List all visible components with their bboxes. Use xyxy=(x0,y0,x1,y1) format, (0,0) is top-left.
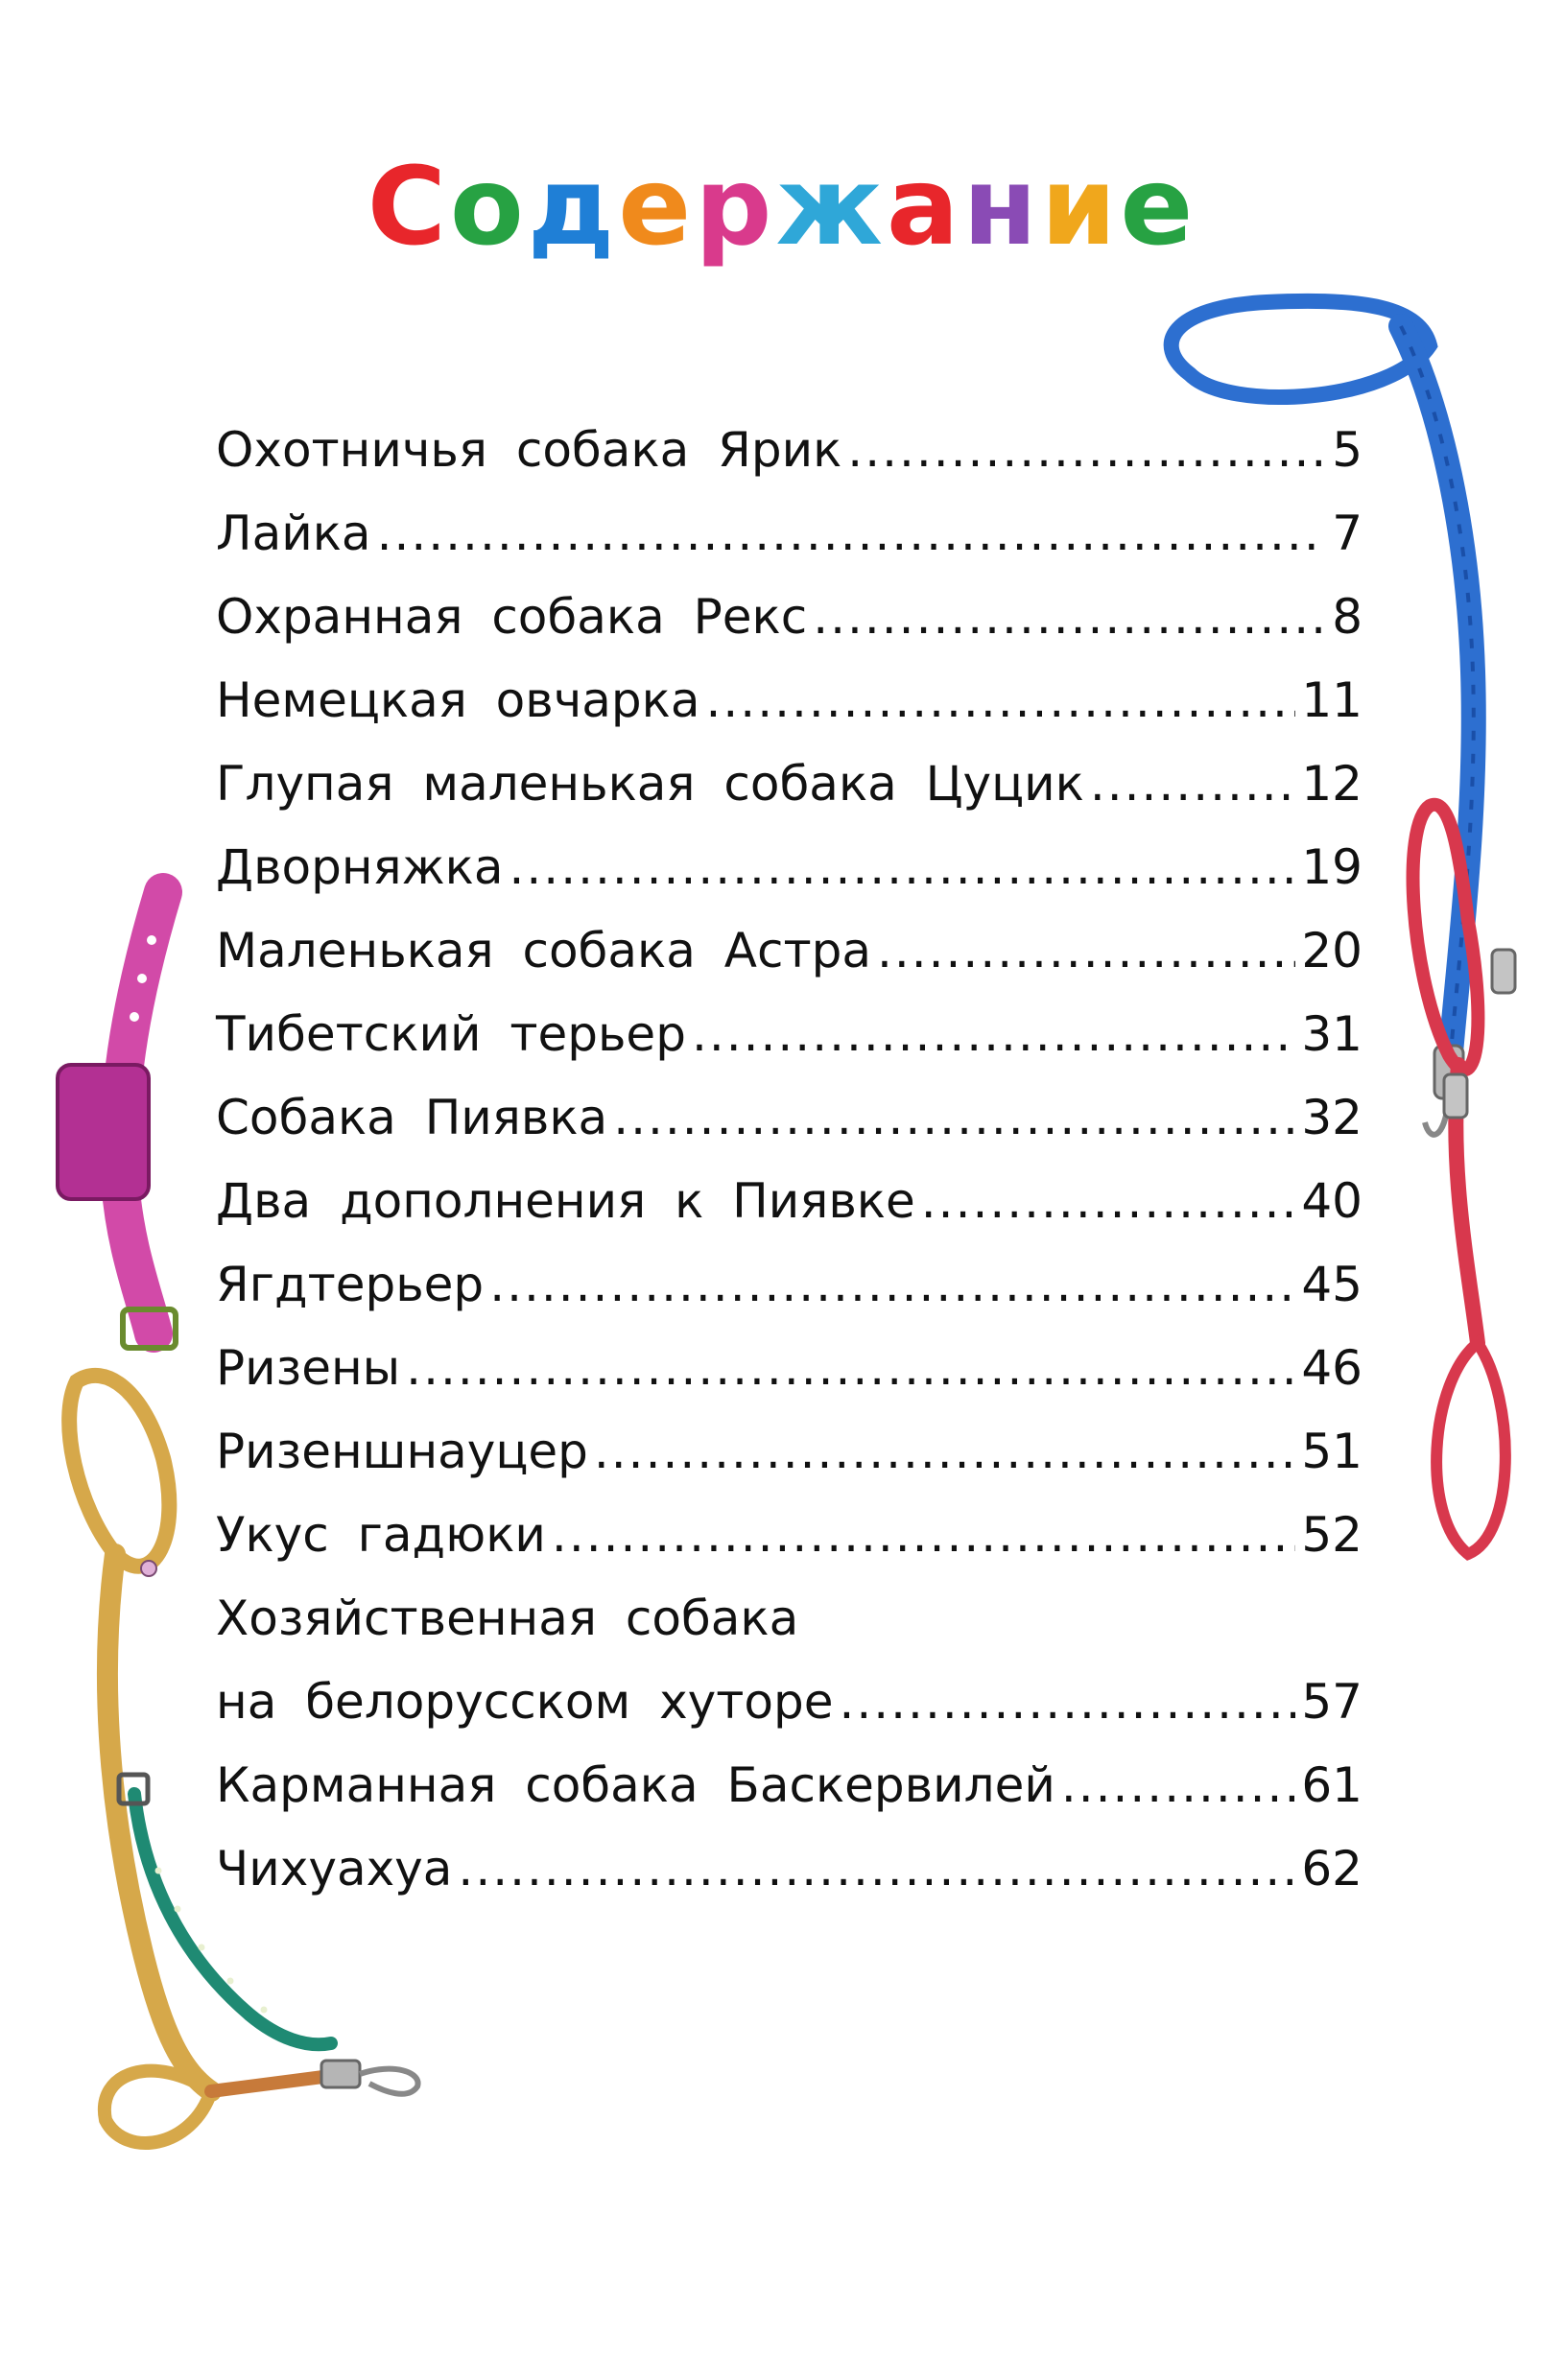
title-letter: о xyxy=(449,145,528,270)
toc-leader-dots xyxy=(489,1257,1295,1312)
red-leash-icon xyxy=(1391,787,1545,1573)
toc-page-number: 61 xyxy=(1301,1757,1363,1813)
toc-page-number: 51 xyxy=(1301,1424,1363,1479)
toc-leader-dots xyxy=(839,1674,1295,1730)
title-letter: е xyxy=(1120,145,1197,270)
toc-entry-title: Хозяйственная собака xyxy=(216,1591,799,1646)
toc-leader-dots xyxy=(921,1173,1296,1229)
toc-leader-dots xyxy=(458,1841,1295,1897)
toc-entry-title: Собака Пиявка xyxy=(216,1090,608,1145)
page-title xyxy=(0,145,1564,270)
toc-entry-title: Охотничья собака Ярик xyxy=(216,422,842,478)
toc-page-number: 52 xyxy=(1301,1507,1363,1563)
title-letter: р xyxy=(695,145,776,270)
toc-entry-title: Укус гадюки xyxy=(216,1507,546,1563)
toc-entry-title: Карманная собака Баскервилей xyxy=(216,1757,1055,1813)
toc-page-number: 57 xyxy=(1301,1674,1363,1730)
toc-entry[interactable] xyxy=(216,1173,1363,1257)
toc-leader-dots xyxy=(1061,1757,1296,1813)
toc-entry-title: Маленькая собака Астра xyxy=(216,923,871,978)
toc-page-number: 45 xyxy=(1301,1257,1363,1312)
toc-entry-title: Лайка xyxy=(216,506,371,561)
toc-page-number: 62 xyxy=(1301,1841,1363,1897)
toc-page-number: 7 xyxy=(1332,506,1363,561)
toc-entry-title: Дворняжка xyxy=(216,839,504,895)
toc-page-number: 8 xyxy=(1332,589,1363,645)
title-letter: и xyxy=(1040,145,1121,270)
toc-leader-dots xyxy=(552,1507,1295,1563)
title-letter: С xyxy=(367,145,450,270)
toc-entry-title: Ягдтерьер xyxy=(216,1257,485,1312)
toc-entry-title: на белорусском хуторе xyxy=(216,1674,834,1730)
toc-page-number: 12 xyxy=(1301,756,1363,812)
toc-page-number: 40 xyxy=(1301,1173,1363,1229)
title-letter: а xyxy=(886,145,963,270)
toc-page-number: 46 xyxy=(1301,1340,1363,1396)
toc-entry-title: Тибетский терьер xyxy=(216,1006,686,1062)
toc-entry-title: Немецкая овчарка xyxy=(216,672,700,728)
toc-page-number: 11 xyxy=(1301,672,1363,728)
toc-entry-title: Ризеншнауцер xyxy=(216,1424,588,1479)
toc-entry-title: Охранная собака Рекс xyxy=(216,589,808,645)
title-letter: д xyxy=(527,145,619,270)
toc-leader-dots xyxy=(594,1424,1295,1479)
toc-page-number: 5 xyxy=(1332,422,1363,478)
green-collar-icon xyxy=(106,1765,355,2072)
toc-entry[interactable] xyxy=(216,1257,1363,1340)
title-letter: ж xyxy=(775,145,887,270)
toc-page-number: 31 xyxy=(1301,1006,1363,1062)
title-letter: е xyxy=(618,145,696,270)
toc-entry-title: Два дополнения к Пиявке xyxy=(216,1173,915,1229)
toc-leader-dots xyxy=(406,1340,1295,1396)
pink-collar-icon xyxy=(38,873,192,1372)
toc-entry-title: Глупая маленькая собака Цуцик xyxy=(216,756,1084,812)
toc-entry-title: Ризены xyxy=(216,1340,401,1396)
title-letter: н xyxy=(962,145,1041,270)
toc-page-number: 32 xyxy=(1301,1090,1363,1145)
toc-page-number: 19 xyxy=(1301,839,1363,895)
toc-page-number: 20 xyxy=(1301,923,1363,978)
toc-entry-title: Чихуахуа xyxy=(216,1841,453,1897)
